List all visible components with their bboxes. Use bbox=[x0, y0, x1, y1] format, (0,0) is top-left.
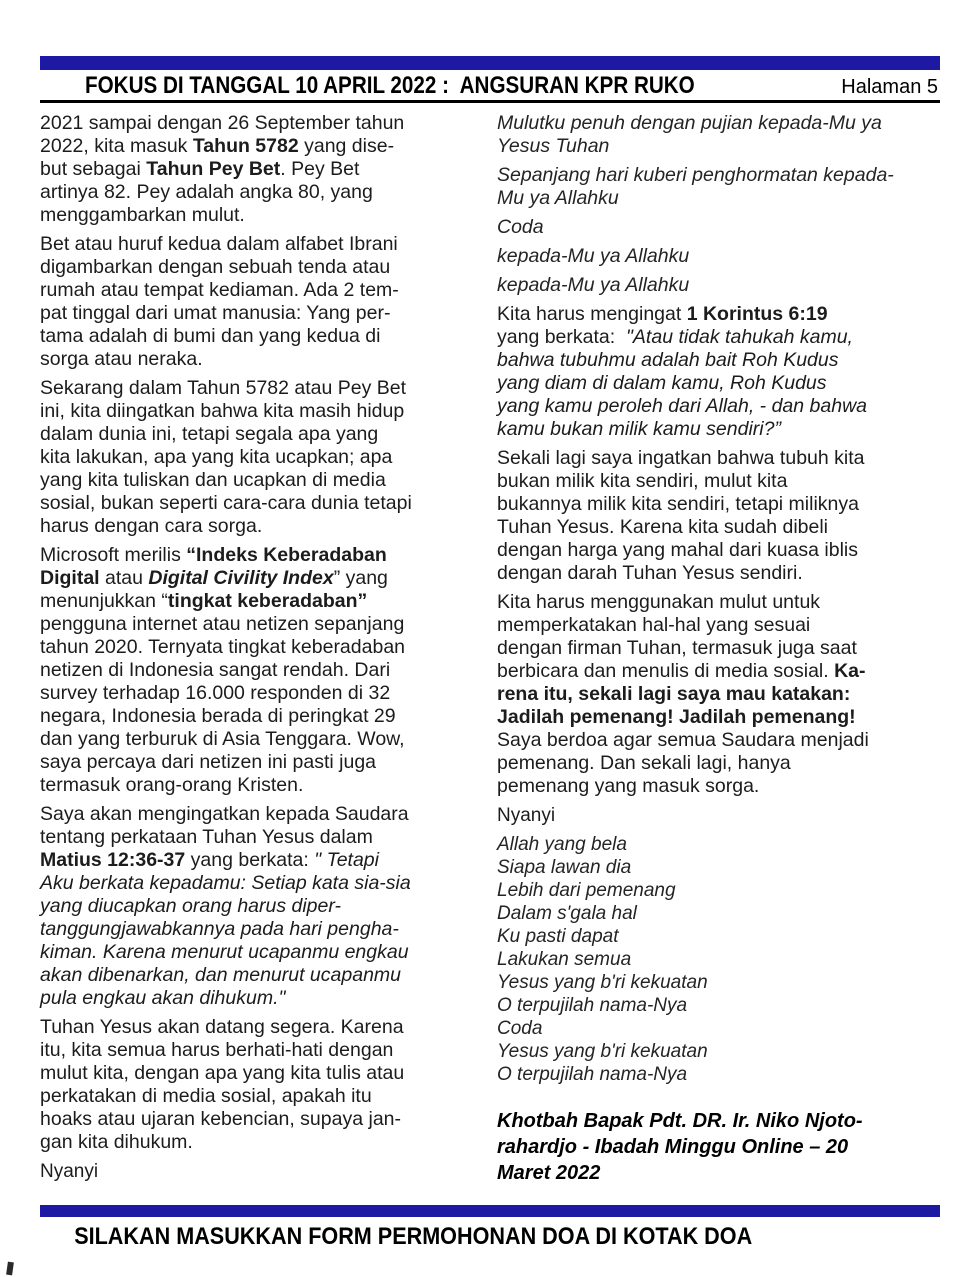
text-run: survey terhadap 16.000 responden di 32 bbox=[40, 682, 391, 704]
text-run: "Atau tidak tahukah kamu, bbox=[626, 326, 853, 348]
text-line bbox=[40, 279, 480, 302]
text-run: mulut kita, dengan apa yang kita tulis atau bbox=[40, 1062, 405, 1084]
text-run: kiman. Karena menurut ucapanmu engkau bbox=[40, 941, 409, 963]
text-line bbox=[497, 683, 940, 706]
text-line bbox=[497, 994, 940, 1017]
text-run: memperkatakan hal-hal yang sesuai bbox=[497, 614, 811, 636]
page-footer bbox=[40, 1205, 940, 1251]
text-run: Ku pasti dapat bbox=[497, 926, 619, 947]
text-run: Sekali lagi saya ingatkan bahwa tubuh kita bbox=[497, 447, 865, 469]
text-line bbox=[40, 1062, 480, 1085]
paragraph bbox=[497, 164, 940, 210]
text-run: tingkat keberadaban” bbox=[167, 590, 368, 612]
paragraph bbox=[40, 1016, 480, 1154]
text-line bbox=[497, 372, 940, 395]
text-run: rumah atau tempat kediaman. Ada 2 tem- bbox=[40, 279, 399, 301]
text-run: itu, kita semua harus berhati-hati dengan bbox=[40, 1039, 394, 1061]
text-line bbox=[497, 614, 940, 637]
text-run: Microsoft merilis bbox=[40, 544, 187, 566]
left-column bbox=[40, 112, 480, 1192]
text-line bbox=[497, 1063, 940, 1086]
text-line bbox=[497, 135, 940, 158]
text-run: pemenang yang masuk sorga. bbox=[497, 775, 760, 797]
text-line bbox=[497, 729, 940, 752]
text-run: pat tinggal dari umat manusia: Yang per- bbox=[40, 302, 391, 324]
paragraph bbox=[497, 447, 940, 585]
paragraph bbox=[497, 274, 940, 297]
paragraph bbox=[497, 245, 940, 268]
text-line bbox=[497, 1134, 940, 1160]
text-run: yang diucapkan orang harus diper- bbox=[40, 895, 342, 917]
text-line bbox=[40, 941, 480, 964]
text-line bbox=[497, 833, 940, 856]
text-run: netizen di Indonesia sangat rendah. Dari bbox=[40, 659, 391, 681]
text-line bbox=[40, 492, 480, 515]
text-line bbox=[497, 493, 940, 516]
paragraph bbox=[497, 112, 940, 158]
text-line bbox=[40, 590, 480, 613]
text-line bbox=[40, 204, 480, 227]
paragraph bbox=[40, 544, 480, 797]
text-line bbox=[497, 447, 940, 470]
text-run: harus dengan cara sorga. bbox=[40, 515, 263, 537]
text-run: bukannya milik kita sendiri, tetapi miliknya bbox=[497, 493, 859, 515]
text-line bbox=[40, 515, 480, 538]
text-run: Tuhan Yesus. Karena kita sudah dibeli bbox=[497, 516, 829, 538]
text-line bbox=[40, 751, 480, 774]
text-line bbox=[497, 1108, 940, 1134]
text-run: Jadilah pemenang! Jadilah pemenang! bbox=[497, 706, 856, 728]
text-line bbox=[497, 539, 940, 562]
paragraph bbox=[40, 1160, 480, 1183]
text-run: pemenang. Dan sekali lagi, hanya bbox=[497, 752, 791, 774]
text-line bbox=[40, 1039, 480, 1062]
text-run: Mulutku penuh dengan pujian kepada-Mu ya bbox=[497, 112, 882, 134]
text-run: termasuk orang-orang Kristen. bbox=[40, 774, 304, 796]
text-run: kepada-Mu ya Allahku bbox=[497, 245, 690, 267]
text-run: bukan milik kita sendiri, mulut kita bbox=[497, 470, 788, 492]
text-run: rena itu, sekali lagi saya mau katakan: bbox=[497, 683, 851, 705]
text-run: menggambarkan mulut. bbox=[40, 204, 245, 226]
text-run: Digital Civility Index bbox=[148, 567, 334, 589]
text-line bbox=[40, 659, 480, 682]
text-line bbox=[40, 233, 480, 256]
text-run: yang kamu peroleh dari Allah, - dan bahwa bbox=[497, 395, 868, 417]
text-run: tahun 2020. Ternyata tingkat keberadaban bbox=[40, 636, 406, 658]
text-run: Digital bbox=[40, 567, 100, 589]
text-run: yang kita tuliskan dan ucapkan di media bbox=[40, 469, 386, 491]
text-run: gan kita dihukum. bbox=[40, 1131, 193, 1153]
text-line bbox=[40, 377, 480, 400]
text-run: Tahun Pey Bet bbox=[146, 158, 281, 180]
text-run: atau bbox=[99, 567, 149, 589]
text-line bbox=[40, 728, 480, 751]
page-number-label: Halaman 5 bbox=[841, 76, 938, 98]
text-line bbox=[497, 245, 940, 268]
text-run: Yesus yang b'ri kekuatan bbox=[497, 1041, 708, 1062]
text-line bbox=[40, 544, 480, 567]
text-run: Siapa lawan dia bbox=[497, 857, 632, 878]
text-line bbox=[497, 216, 940, 239]
paragraph bbox=[40, 233, 480, 371]
text-line bbox=[40, 1016, 480, 1039]
text-line bbox=[497, 349, 940, 372]
text-run: Kita harus mengingat bbox=[497, 303, 687, 325]
text-run: 1 Korintus 6:19 bbox=[686, 303, 828, 325]
text-run: akan dibenarkan, dan menurut ucapanmu bbox=[40, 964, 401, 986]
text-run: bahwa tubuhmu adalah bait Roh Kudus bbox=[497, 349, 839, 371]
text-run: but sebagai bbox=[40, 158, 147, 180]
text-line bbox=[40, 256, 480, 279]
text-line bbox=[497, 902, 940, 925]
text-run: saya percaya dari netizen ini pasti juga bbox=[40, 751, 377, 773]
text-line bbox=[40, 849, 480, 872]
text-run: Coda bbox=[497, 216, 544, 238]
paragraph bbox=[40, 377, 480, 538]
text-line bbox=[497, 418, 940, 441]
text-line bbox=[497, 395, 940, 418]
text-line bbox=[497, 591, 940, 614]
text-run: tama adalah di bumi dan yang kedua di bbox=[40, 325, 381, 347]
text-line bbox=[40, 348, 480, 371]
text-line bbox=[497, 187, 940, 210]
text-line bbox=[40, 826, 480, 849]
text-run: Aku berkata kepadamu: Setiap kata sia-sia bbox=[40, 872, 411, 894]
text-line bbox=[497, 879, 940, 902]
text-run: dengan darah Tuhan Yesus sendiri. bbox=[497, 562, 803, 584]
text-run: 2022, kita masuk bbox=[40, 135, 193, 157]
text-run: kita lakukan, apa yang kita ucapkan; apa bbox=[40, 446, 393, 468]
text-run: O terpujilah nama-Nya bbox=[497, 1064, 688, 1085]
text-run: rahardjo - Ibadah Minggu Online – 20 bbox=[497, 1136, 849, 1158]
paragraph bbox=[497, 303, 940, 441]
right-column bbox=[497, 112, 940, 1192]
text-run: Tahun 5782 bbox=[192, 135, 299, 157]
text-run: kamu bukan milik kamu sendiri?” bbox=[497, 418, 781, 440]
text-run: Kita harus menggunakan mulut untuk bbox=[497, 591, 821, 613]
text-run: ini, kita diingatkan bahwa kita masih hidup bbox=[40, 400, 405, 422]
text-run: tentang perkataan Tuhan Yesus dalam bbox=[40, 826, 373, 848]
text-run: Sepanjang hari kuberi penghormatan kepada- bbox=[497, 164, 894, 186]
text-run: menunjukkan “ bbox=[40, 590, 168, 612]
text-run: Khotbah Bapak Pdt. DR. Ir. Niko Njoto- bbox=[497, 1110, 863, 1132]
text-line bbox=[497, 775, 940, 798]
text-run: yang berkata: bbox=[185, 849, 315, 871]
text-run: Lakukan semua bbox=[497, 949, 632, 970]
text-line bbox=[40, 181, 480, 204]
text-run: Yesus Tuhan bbox=[497, 135, 610, 157]
text-line bbox=[40, 803, 480, 826]
paragraph bbox=[497, 833, 940, 1086]
text-line bbox=[497, 1017, 940, 1040]
paragraph bbox=[497, 804, 940, 827]
text-run: tanggungjawabkannya pada hari pengha- bbox=[40, 918, 399, 940]
text-line bbox=[40, 636, 480, 659]
text-run: negara, Indonesia berada di peringkat 29 bbox=[40, 705, 396, 727]
text-run: sosial, bukan seperti cara-cara dunia tetapi bbox=[40, 492, 412, 514]
text-run: " Tetapi bbox=[314, 849, 379, 871]
text-line bbox=[40, 1160, 480, 1183]
text-line bbox=[497, 1040, 940, 1063]
text-line bbox=[497, 303, 940, 326]
text-run: dengan firman Tuhan, termasuk juga saat bbox=[497, 637, 857, 659]
text-line bbox=[40, 135, 480, 158]
paragraph bbox=[497, 591, 940, 798]
page-title: FOKUS DI TANGGAL 10 APRIL 2022 : ANGSURAN KPR RUKO bbox=[85, 72, 695, 99]
text-line bbox=[40, 446, 480, 469]
text-line bbox=[497, 326, 940, 349]
paragraph bbox=[40, 803, 480, 1010]
article-body bbox=[40, 112, 940, 1192]
text-run: 2021 sampai dengan 26 September tahun bbox=[40, 112, 405, 134]
text-line bbox=[40, 1085, 480, 1108]
text-line bbox=[497, 112, 940, 135]
text-line bbox=[40, 469, 480, 492]
text-run: digambarkan dengan sebuah tenda atau bbox=[40, 256, 391, 278]
text-run: Bet atau huruf kedua dalam alfabet Ibrani bbox=[40, 233, 398, 255]
text-line bbox=[497, 948, 940, 971]
text-line bbox=[497, 164, 940, 187]
text-line bbox=[40, 112, 480, 135]
text-line bbox=[40, 682, 480, 705]
text-line bbox=[40, 325, 480, 348]
text-line bbox=[497, 562, 940, 585]
text-line bbox=[497, 856, 940, 879]
text-run: Tuhan Yesus akan datang segera. Karena bbox=[40, 1016, 404, 1038]
text-run: yang dise- bbox=[298, 135, 395, 157]
text-line bbox=[497, 470, 940, 493]
header-divider-rule bbox=[40, 100, 940, 103]
text-run: Nyanyi bbox=[497, 805, 556, 826]
text-run: Sekarang dalam Tahun 5782 atau Pey Bet bbox=[40, 377, 407, 399]
text-run: dengan harga yang mahal dari kuasa iblis bbox=[497, 539, 858, 561]
text-line bbox=[40, 705, 480, 728]
scan-edge-artifact bbox=[6, 1262, 14, 1276]
footer-accent-bar bbox=[40, 1205, 940, 1217]
text-run: Ka- bbox=[834, 660, 866, 682]
text-line bbox=[497, 925, 940, 948]
top-accent-bar bbox=[40, 56, 940, 70]
text-line bbox=[40, 567, 480, 590]
text-run: hoaks atau ujaran kebencian, supaya jan- bbox=[40, 1108, 401, 1130]
text-line bbox=[497, 971, 940, 994]
text-run: Nyanyi bbox=[40, 1161, 99, 1182]
text-run: Dalam s'gala hal bbox=[497, 903, 637, 924]
text-line bbox=[497, 752, 940, 775]
text-run: “Indeks Keberadaban bbox=[186, 544, 387, 566]
text-run: Saya berdoa agar semua Saudara menjadi bbox=[497, 729, 869, 751]
footer-notice: SILAKAN MASUKKAN FORM PERMOHONAN DOA DI KOTAK DOA bbox=[74, 1223, 753, 1250]
text-run: O terpujilah nama-Nya bbox=[497, 995, 688, 1016]
text-run: artinya 82. Pey adalah angka 80, yang bbox=[40, 181, 373, 203]
text-line bbox=[497, 706, 940, 729]
text-run: Allah yang bela bbox=[497, 834, 627, 855]
text-run: Maret 2022 bbox=[497, 1162, 601, 1184]
paragraph bbox=[40, 112, 480, 227]
text-line bbox=[40, 987, 480, 1010]
text-run: perkatakan di media sosial, apakah itu bbox=[40, 1085, 372, 1107]
text-run: ” yang bbox=[333, 567, 388, 589]
text-line bbox=[40, 302, 480, 325]
text-run: . Pey Bet bbox=[280, 158, 360, 180]
text-run: kepada-Mu ya Allahku bbox=[497, 274, 690, 296]
text-run: pengguna internet atau netizen sepanjang bbox=[40, 613, 405, 635]
text-line bbox=[40, 774, 480, 797]
text-run: Matius 12:36-37 bbox=[40, 849, 186, 871]
text-line bbox=[40, 423, 480, 446]
text-line bbox=[40, 158, 480, 181]
text-run: dalam dunia ini, tetapi segala apa yang bbox=[40, 423, 379, 445]
text-line bbox=[497, 804, 940, 827]
text-line bbox=[40, 1108, 480, 1131]
text-line bbox=[40, 964, 480, 987]
text-run: Saya akan mengingatkan kepada Saudara bbox=[40, 803, 409, 825]
text-line bbox=[40, 1131, 480, 1154]
text-run: yang diam di dalam kamu, Roh Kudus bbox=[497, 372, 827, 394]
text-line bbox=[40, 895, 480, 918]
paragraph bbox=[497, 1108, 940, 1186]
text-line bbox=[40, 872, 480, 895]
text-run: Yesus yang b'ri kekuatan bbox=[497, 972, 708, 993]
page-header bbox=[40, 70, 940, 100]
text-run: berbicara dan menulis di media sosial. bbox=[497, 660, 835, 682]
text-run: sorga atau neraka. bbox=[40, 348, 203, 370]
text-run: dan yang terburuk di Asia Tenggara. Wow, bbox=[40, 728, 405, 750]
text-line bbox=[40, 918, 480, 941]
text-line bbox=[497, 1160, 940, 1186]
text-line bbox=[497, 660, 940, 683]
paragraph bbox=[497, 216, 940, 239]
text-run: Coda bbox=[497, 1018, 543, 1039]
text-run: Mu ya Allahku bbox=[497, 187, 619, 209]
text-line bbox=[497, 516, 940, 539]
text-line bbox=[40, 613, 480, 636]
text-run: pula engkau akan dihukum." bbox=[40, 987, 286, 1009]
text-run: Lebih dari pemenang bbox=[497, 880, 676, 901]
text-line bbox=[497, 274, 940, 297]
text-run: yang berkata: bbox=[497, 326, 626, 348]
text-line bbox=[497, 637, 940, 660]
text-line bbox=[40, 400, 480, 423]
